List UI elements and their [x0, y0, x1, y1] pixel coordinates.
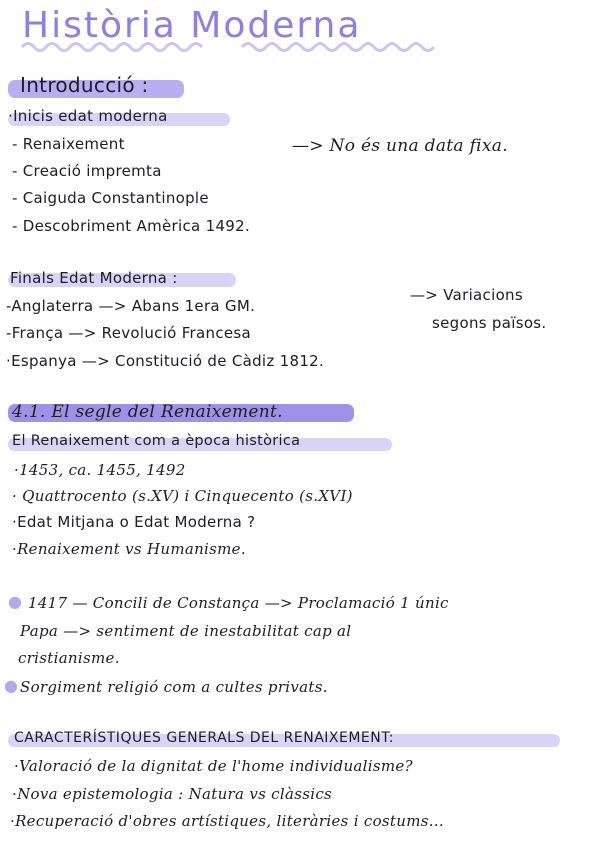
- finals-item: -Anglaterra —> Abans 1era GM.: [6, 297, 256, 315]
- section-paragraph: 1417 — Concili de Constança —> Proclamació 1 únic: [28, 594, 449, 612]
- caract-heading: CARACTERÍSTIQUES GENERALS DEL RENAIXEMENT:: [14, 730, 394, 746]
- finals-item: ·Espanya —> Constitució de Càdiz 1812.: [6, 352, 325, 370]
- intro-item: - Descobriment Amèrica 1492.: [12, 217, 251, 235]
- section-subheading: El Renaixement com a època històrica: [12, 433, 301, 449]
- finals-note-line: —> Variacions: [410, 286, 523, 304]
- caract-item: ·Valoració de la dignitat de l'home individualisme?: [14, 757, 413, 775]
- section-item: · Quattrocento (s.XV) i Cinquecento (s.XVI): [12, 487, 353, 505]
- intro-item: - Creació impremta: [12, 162, 162, 180]
- intro-item: - Renaixement: [12, 135, 125, 153]
- section-item: ·1453, ca. 1455, 1492: [14, 461, 186, 479]
- page-title: Història Moderna: [22, 5, 362, 46]
- section-paragraph: cristianisme.: [18, 649, 120, 667]
- section-heading: 4.1. El segle del Renaixement.: [12, 402, 283, 422]
- section-item: ·Renaixement vs Humanisme.: [12, 540, 246, 558]
- section-paragraph: Sorgiment religió com a cultes privats.: [20, 678, 328, 696]
- section-item: ·Edat Mitjana o Edat Moderna ?: [12, 513, 256, 531]
- finals-item: -França —> Revolució Francesa: [6, 324, 252, 342]
- section-paragraph: Papa —> sentiment de inestabilitat cap al: [20, 622, 352, 640]
- finals-heading: Finals Edat Moderna :: [10, 269, 178, 287]
- caract-item: ·Nova epistemologia : Natura vs clàssics: [12, 785, 333, 803]
- intro-note: —> No és una data fixa.: [292, 136, 508, 156]
- intro-heading: Introducció :: [20, 73, 149, 97]
- caract-item: ·Recuperació d'obres artístiques, literàries i costums...: [10, 812, 444, 830]
- title-underline-squiggle: [20, 40, 440, 54]
- intro-subheading: ·Inicis edat moderna: [8, 107, 168, 125]
- para-bullet: ●: [8, 592, 23, 611]
- intro-item: - Caiguda Constantinople: [12, 189, 209, 207]
- finals-note-line: segons països.: [432, 314, 547, 332]
- para-bullet: ●: [4, 676, 19, 695]
